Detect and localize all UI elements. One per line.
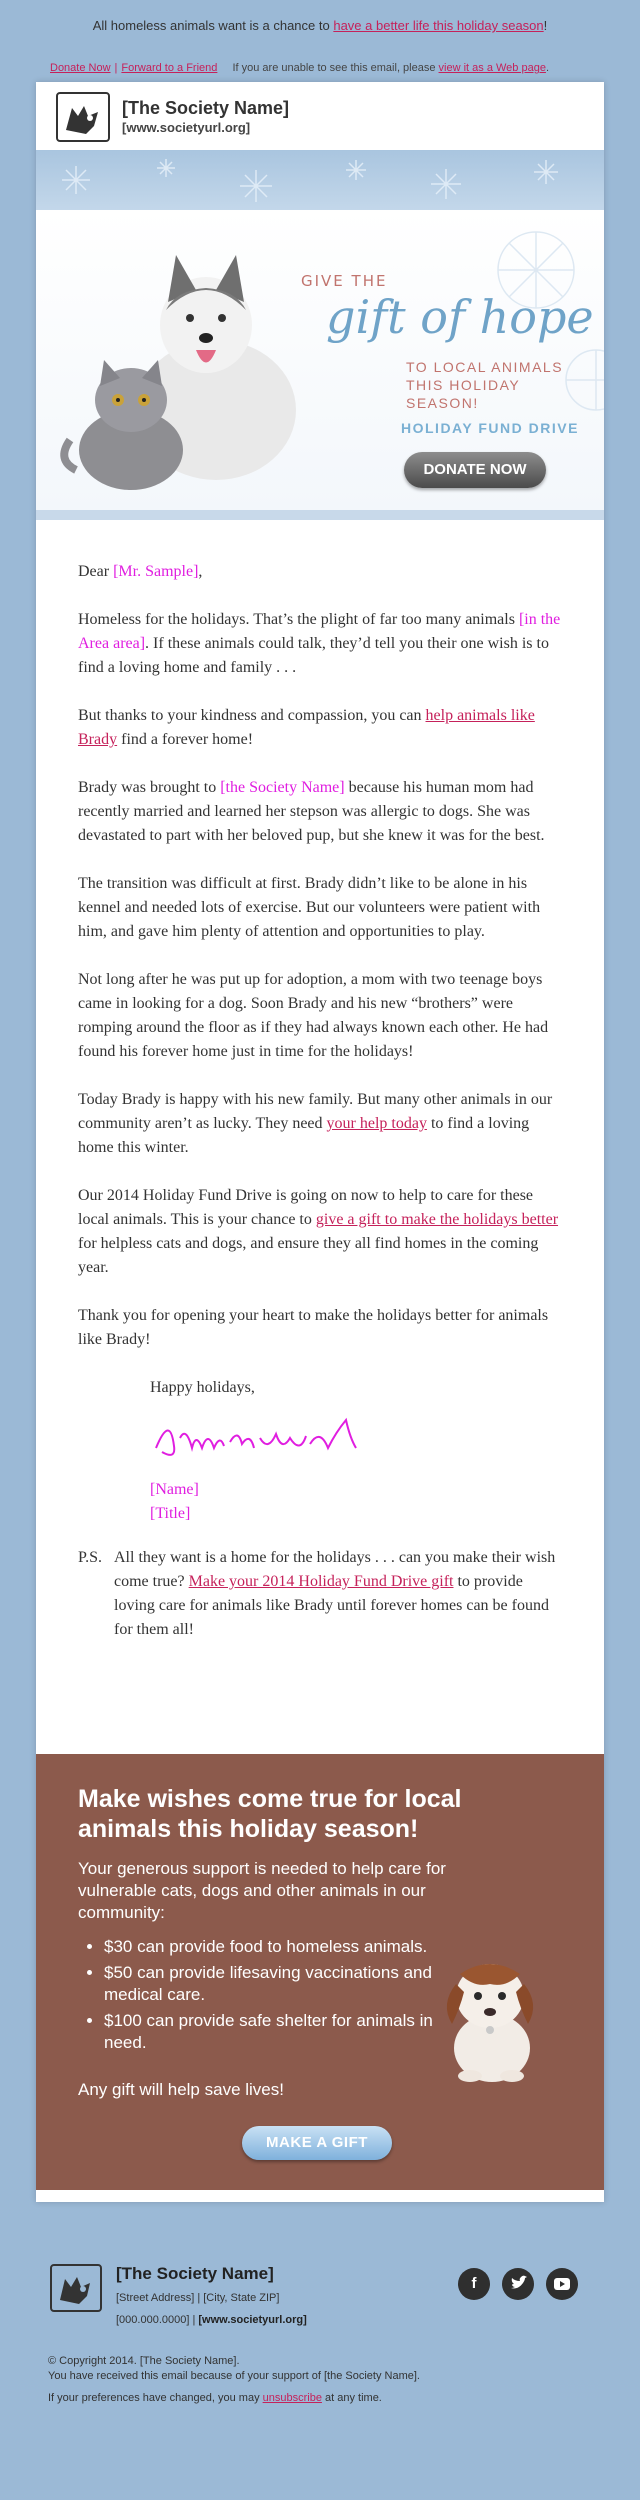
closing: Happy holidays,	[150, 1379, 255, 1396]
appeal-item: • $30 can provide food to homeless animals.	[104, 1936, 434, 1958]
ps-text-a: All they want is a home for the holidays . . . can you make their wish come true?	[114, 1549, 556, 1590]
link-separator: |	[114, 62, 118, 74]
hero-fund-drive: HOLIDAY FUND DRIVE	[401, 420, 579, 436]
youtube-icon[interactable]	[546, 2268, 578, 2300]
p2-text-b: find a forever home!	[117, 731, 254, 748]
footer-phone: [000.000.0000]	[116, 2314, 190, 2326]
appeal-item: • $50 can provide lifesaving vaccinations and medical care.	[104, 1962, 434, 2006]
footer-sep: |	[192, 2314, 196, 2326]
your-help-today-link[interactable]: your help today	[326, 1115, 427, 1132]
society-name-field: [the Society Name]	[220, 779, 345, 796]
footer-contact	[116, 2314, 307, 2326]
paragraph-4: The transition was difficult at first. Brady didn’t like to be alone in his kennel and needed lots of exercise. But our volunteers were patient with him, and gave him plenty of attention and opportunities to play.	[78, 875, 541, 940]
hero-subtitle-line2: THIS HOLIDAY SEASON!	[406, 377, 520, 411]
paragraph-7	[78, 1184, 562, 1280]
p2-text-a: But thanks to your kindness and compassion, you can	[78, 707, 426, 724]
email-container	[36, 82, 604, 2202]
footer-org-name: [The Society Name]	[116, 2264, 274, 2283]
preheader-end: !	[543, 18, 548, 33]
signer-name-field: [Name]	[150, 1481, 199, 1498]
preheader	[0, 18, 640, 33]
donate-now-button[interactable]: DONATE NOW	[404, 452, 546, 488]
preheader-text: All homeless animals want is a chance to	[92, 18, 334, 33]
social-links	[458, 2268, 578, 2300]
facebook-icon[interactable]: f	[458, 2268, 490, 2300]
unsubscribe-link[interactable]: unsubscribe	[262, 2392, 322, 2404]
hero-give-the: GIVE THE	[301, 272, 388, 290]
puppy-image	[430, 1944, 550, 2084]
area-field: [in the Area area]	[78, 611, 561, 652]
salutation	[78, 560, 562, 584]
salutation-comma: ,	[198, 563, 203, 580]
view-web-page-link[interactable]: view it as a Web page	[438, 62, 546, 74]
header-org-name: [The Society Name]	[122, 98, 290, 118]
p6-text-a: Today Brady is happy with his new family. But many other animals in our community aren’t as lucky. They need	[78, 1091, 553, 1132]
help-animals-link[interactable]: help animals like Brady	[78, 707, 535, 748]
appeal-footer-line: Any gift will help save lives!	[78, 2080, 284, 2099]
footer-url[interactable]: [www.societyurl.org]	[198, 2314, 307, 2326]
paragraph-5: Not long after he was put up for adoption, a mom with two teenage boys came in looking for a dog. Soon Brady and his new “brothers” were romping around the floor as if they had always known each other. He had found his forever home just in time for the holidays!	[78, 971, 549, 1060]
donate-now-link[interactable]: Donate Now	[50, 62, 111, 74]
copyright-line: © Copyright 2014. [The Society Name].	[48, 2355, 240, 2367]
footer-copyright	[48, 2354, 420, 2384]
appeal-item: • $100 can provide safe shelter for animals in need.	[104, 2010, 434, 2054]
postscript	[78, 1546, 562, 1642]
unable-period: .	[545, 62, 550, 74]
footer-logo[interactable]	[50, 2264, 102, 2312]
paragraph-1	[78, 608, 562, 680]
letter-body	[78, 560, 562, 1642]
appeal-panel	[36, 1754, 604, 2190]
make-your-gift-link[interactable]: Make your 2014 Holiday Fund Drive gift	[188, 1573, 454, 1590]
p6-text-b: to find a loving home this winter.	[78, 1115, 530, 1156]
top-links	[50, 62, 549, 74]
p1-text-a: Homeless for the holidays. That’s the plight of far too many animals	[78, 611, 519, 628]
signature-image	[150, 1408, 380, 1470]
ps-body	[114, 1546, 562, 1642]
twitter-icon[interactable]	[502, 2268, 534, 2300]
appeal-list	[78, 1936, 434, 2058]
footer-city: [City, State ZIP]	[203, 2292, 280, 2304]
email-header	[36, 82, 604, 150]
signature-block	[150, 1376, 562, 1526]
unable-text: If you are unable to see this email, please	[232, 62, 439, 74]
paragraph-3	[78, 776, 562, 848]
hero-subtitle	[406, 358, 586, 412]
p1-text-b: . If these animals could talk, they’d tell you their one wish is to find a loving home and family . . .	[78, 635, 549, 676]
salutation-dear: Dear	[78, 563, 114, 580]
forward-to-friend-link[interactable]: Forward to a Friend	[121, 62, 218, 74]
hero-gift-of-hope: gift of hope	[326, 290, 594, 344]
pref-text-a: If your preferences have changed, you may	[48, 2392, 263, 2404]
footer-preferences	[48, 2392, 382, 2404]
appeal-intro: Your generous support is needed to help care for vulnerable cats, dogs and other animals in our community:	[78, 1859, 446, 1922]
p3-text-a: Brady was brought to	[78, 779, 221, 796]
footer-street: [Street Address]	[116, 2292, 195, 2304]
p3-text-b: because his human mom had recently married and learned her stepson was allergic to dogs. She was devastated to part with her beloved pup, but she knew it was for the best.	[78, 779, 545, 844]
pref-text-b: at any time.	[321, 2392, 382, 2404]
give-a-gift-link[interactable]: give a gift to make the holidays better	[315, 1211, 559, 1228]
recipient-name-field: [Mr. Sample]	[113, 563, 199, 580]
header-org-url: [www.societyurl.org]	[122, 120, 251, 135]
footer-address	[116, 2292, 279, 2304]
paragraph-8: Thank you for opening your heart to make the holidays better for animals like Brady!	[78, 1307, 549, 1348]
preheader-link[interactable]: have a better life this holiday season	[333, 18, 544, 33]
ps-text-b: to provide loving care for animals like Brady until forever homes can be found for them all!	[114, 1573, 549, 1638]
signer-title-field: [Title]	[150, 1505, 191, 1522]
snowflake-banner	[36, 150, 604, 210]
hero-subtitle-line1: TO LOCAL ANIMALS	[406, 359, 564, 375]
paragraph-2	[78, 704, 562, 752]
society-logo[interactable]	[56, 92, 110, 142]
hero-banner[interactable]	[36, 210, 604, 520]
make-a-gift-button[interactable]: MAKE A GIFT	[242, 2126, 392, 2160]
paragraph-6	[78, 1088, 562, 1160]
appeal-headline: Make wishes come true for local animals this holiday season!	[78, 1785, 462, 1843]
footer-sep: |	[197, 2292, 201, 2304]
p7-text-a: Our 2014 Holiday Fund Drive is going on now to help to care for these local animals. This is your chance to	[78, 1187, 534, 1228]
p7-text-b: for helpless cats and dogs, and ensure they all find homes in the coming year.	[78, 1235, 539, 1276]
received-line: You have received this email because of your support of [the Society Name].	[48, 2370, 420, 2382]
ps-label: P.S.	[78, 1549, 103, 1566]
